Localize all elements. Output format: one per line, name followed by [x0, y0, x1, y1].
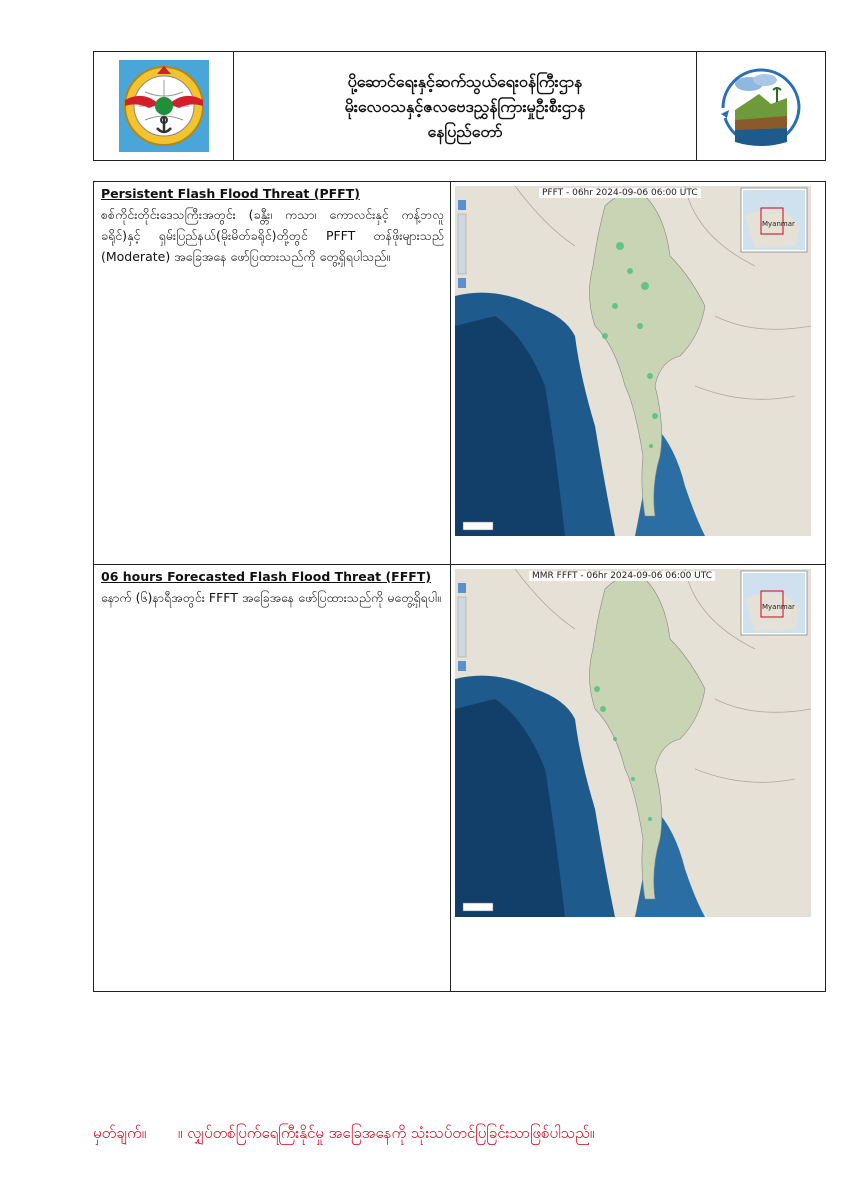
- pfft-row: [94, 182, 825, 565]
- pfft-text-cell: [94, 182, 451, 564]
- ffft-description: နောက် (၆)နာရီအတွင်း FFFT အခြေအနေ ဖော်ပြထားသည်ကို မတွေ့ရှိရပါ။: [101, 590, 441, 605]
- ffft-map-caption: MMR FFFT - 06hr 2024-09-06 06:00 UTC: [529, 571, 715, 581]
- ffft-map: [455, 569, 811, 917]
- ministry-logo-cell: [94, 52, 234, 160]
- hydrology-logo-icon: [713, 58, 809, 154]
- pfft-description: စစ်ကိုင်းတိုင်းဒေသကြီးအတွင်း (ခန္တီး၊ ကသာ၊ ကောလင်းနှင့် ကန့်ဘလူခရိုင်)နှင့် ရှမ်းပြည်နယ်(မိုးမိတ်ခရိုင်)တို့တွင် PFFT တန်ဖိုးများသည် (Moderate) အခြေအနေ ဖော်ပြထားသည်ကို တွေ့ရှိရပါသည်။: [101, 207, 444, 264]
- ffft-minimap-label: Myanmar: [762, 603, 795, 611]
- report-table: [93, 181, 826, 992]
- pfft-minimap-label: Myanmar: [762, 220, 795, 228]
- hydrology-logo-cell: [696, 52, 825, 160]
- ministry-logo-icon: [119, 60, 209, 152]
- header-title-line3: နေပြည်တော်: [427, 121, 503, 141]
- ffft-text-cell: [94, 565, 451, 991]
- document-header: [93, 51, 826, 161]
- ffft-map-image: [455, 569, 811, 917]
- header-title: [234, 52, 696, 160]
- footer-text: ။ လျှပ်တစ်ပြက်ရေကြီးနိုင်မှု အခြေအနေကို သုံးသပ်တင်ပြခြင်းသာဖြစ်ပါသည်။: [177, 1124, 595, 1142]
- ffft-map-cell: [451, 565, 825, 991]
- pfft-map-cell: [451, 182, 825, 564]
- header-title-line1: ပို့ဆောင်ရေးနှင့်ဆက်သွယ်ရေးဝန်ကြီးဌာန: [347, 71, 583, 91]
- pfft-title: Persistent Flash Flood Threat (PFFT): [101, 186, 360, 201]
- pfft-map: [455, 186, 811, 536]
- footer-label: မှတ်ချက်။: [93, 1124, 147, 1142]
- pfft-map-image: [455, 186, 811, 536]
- ffft-title: 06 hours Forecasted Flash Flood Threat (FFFT): [101, 569, 432, 584]
- ffft-row: [94, 565, 825, 991]
- header-title-line2: မိုးလေဝသနှင့်ဇလဗေဒညွှန်ကြားမှုဦးစီးဌာန: [344, 96, 586, 116]
- footer-remark: [93, 1124, 594, 1146]
- pfft-map-caption: PFFT - 06hr 2024-09-06 06:00 UTC: [539, 188, 701, 198]
